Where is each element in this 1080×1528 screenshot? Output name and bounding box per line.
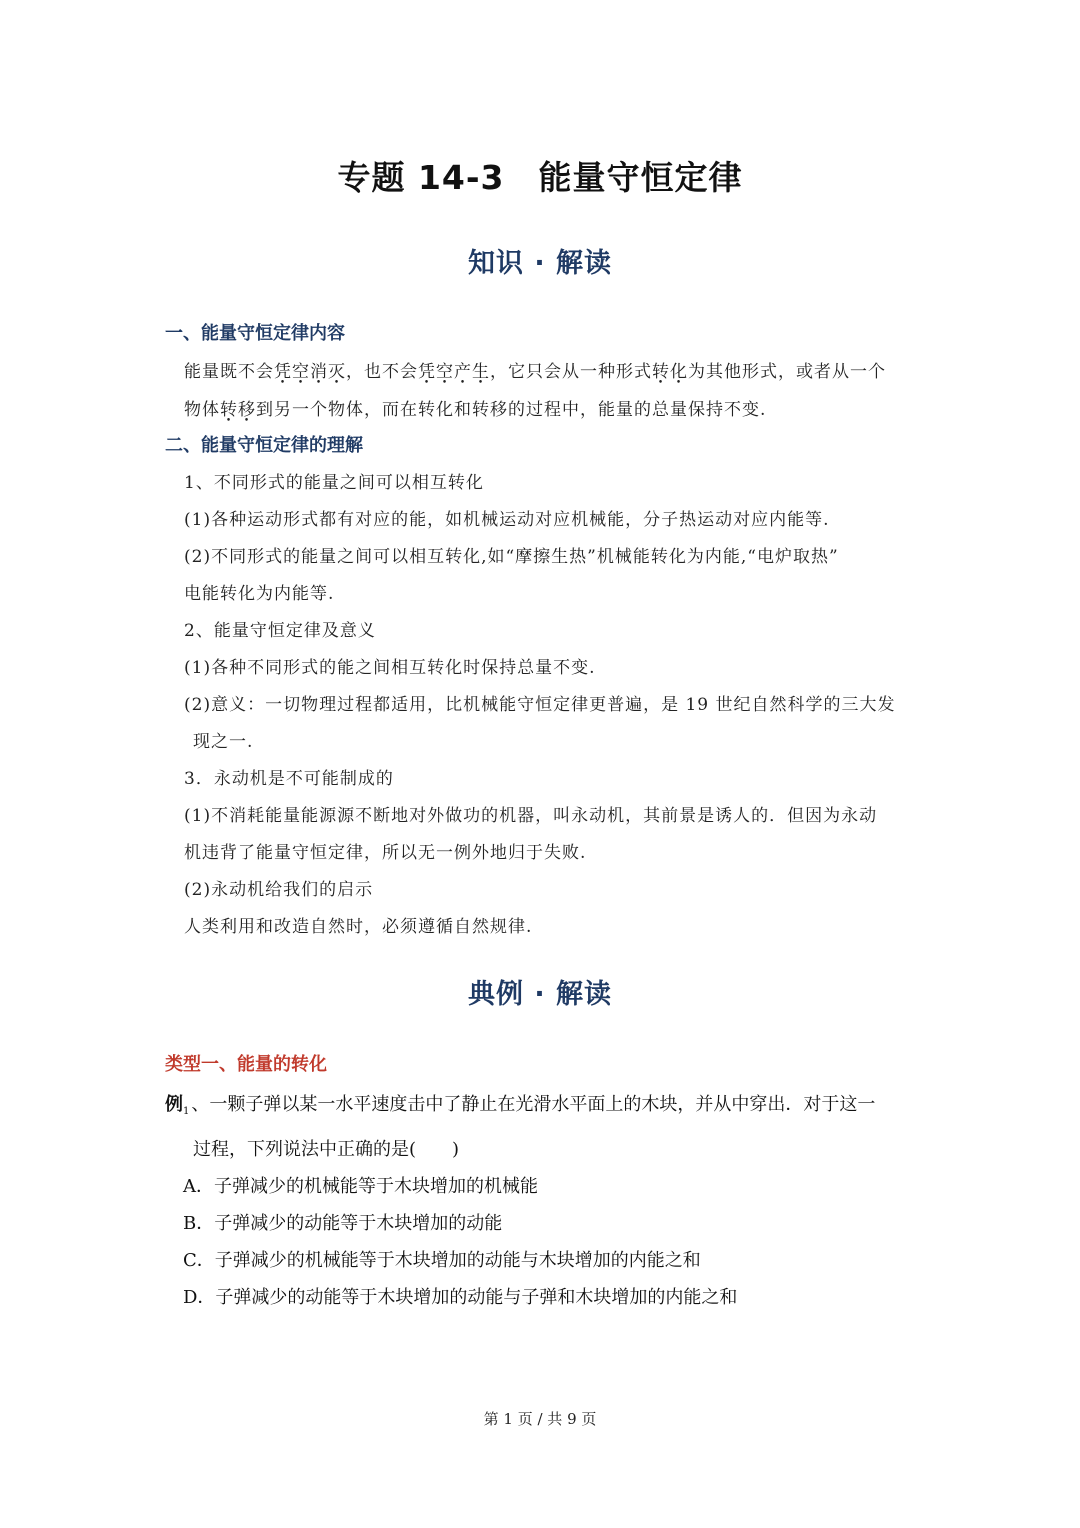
text-segment: 到另一个物体，而在转化和转移的过程中，能量的总量保持不变.: [256, 400, 767, 420]
example-label: 例: [165, 1094, 183, 1115]
text-line: (2)意义：一切物理过程都适用，比机械能守恒定律更普遍，是 19 世纪自然科学的三大发: [184, 695, 896, 715]
section-1-line-2: [184, 395, 766, 420]
emphasis-convert: 转化: [652, 362, 688, 382]
emphasis-vanish: 凭空消灭: [274, 362, 346, 382]
emphasis-create: 凭空产生: [418, 362, 490, 382]
emphasis-transfer: 转移: [220, 400, 256, 420]
option-b[interactable]: B．子弹减少的动能等于木块增加的动能: [183, 1213, 503, 1234]
question-line-2: 过程，下列说法中正确的是( ): [193, 1139, 460, 1160]
example-number: 1: [183, 1106, 190, 1117]
text-line: 现之一.: [193, 732, 254, 752]
page-footer: 第 1 页 / 共 9 页: [483, 1410, 597, 1428]
option-a[interactable]: A．子弹减少的机械能等于木块增加的机械能: [183, 1176, 538, 1197]
text-line: 1、不同形式的能量之间可以相互转化: [184, 473, 484, 493]
option-d[interactable]: D．子弹减少的动能等于木块增加的动能与子弹和木块增加的内能之和: [183, 1287, 738, 1308]
examples-heading: 典例 · 解读: [467, 979, 613, 1010]
text-line: 机违背了能量守恒定律，所以无一例外地归于失败.: [184, 843, 587, 863]
text-segment: 为其他形式，或者从一个: [688, 362, 886, 382]
knowledge-heading: 知识 · 解读: [467, 248, 613, 279]
page-title: 专题 14-3 能量守恒定律: [337, 158, 743, 197]
text-segment: 能量既不会: [184, 362, 274, 382]
text-line: 2、能量守恒定律及意义: [184, 621, 376, 641]
text-line: (1)不消耗能量能源源不断地对外做功的机器，叫永动机，其前景是诱人的．但因为永动: [184, 806, 878, 826]
text-line: 人类利用和改造自然时，必须遵循自然规律.: [184, 917, 533, 937]
section-2-title: 二、能量守恒定律的理解: [165, 435, 363, 456]
text-line: (1)各种不同形式的能之间相互转化时保持总量不变.: [184, 658, 596, 678]
text-line: 3．永动机是不可能制成的: [184, 769, 394, 789]
section-1-line-1: [184, 357, 886, 382]
type-1-title: 类型一、能量的转化: [165, 1054, 327, 1075]
question-text: 、一颗子弹以某一水平速度击中了静止在光滑水平面上的木块，并从中穿出．对于这一: [191, 1094, 876, 1115]
option-c[interactable]: C．子弹减少的机械能等于木块增加的动能与木块增加的内能之和: [183, 1250, 701, 1271]
text-line: (1)各种运动形式都有对应的能，如机械运动对应机械能，分子热运动对应内能等.: [184, 510, 830, 530]
section-1-title: 一、能量守恒定律内容: [165, 323, 345, 344]
text-segment: ，它只会从一种形式: [490, 362, 652, 382]
text-line: 电能转化为内能等.: [184, 584, 335, 604]
text-line: (2)不同形式的能量之间可以相互转化,如“摩擦生热”机械能转化为内能,“电炉取热”: [184, 547, 839, 567]
text-segment: 物体: [184, 400, 220, 420]
text-segment: ，也不会: [346, 362, 418, 382]
text-line: (2)永动机给我们的启示: [184, 880, 374, 900]
question-line-1: [165, 1090, 875, 1117]
